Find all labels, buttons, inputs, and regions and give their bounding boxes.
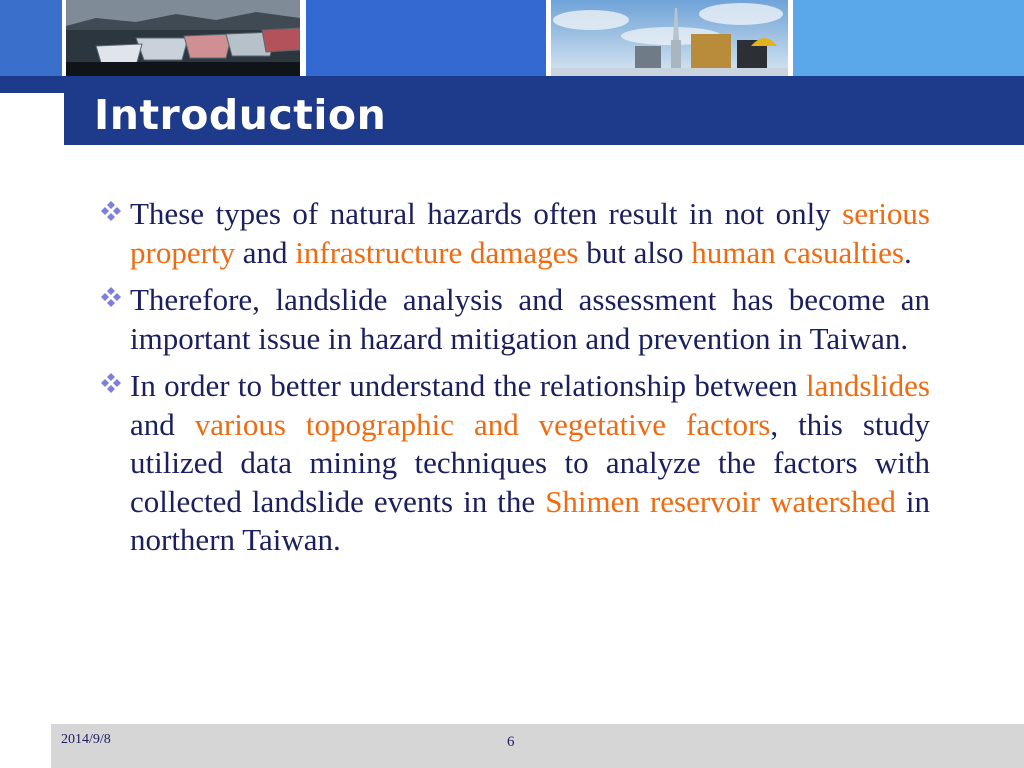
- bullet-3-highlight: various topographic and vegetative factors: [194, 406, 771, 442]
- bullet-1-highlight: human casualties: [691, 234, 904, 270]
- header-blue-block-right: [793, 0, 1024, 76]
- header-blue-block-left: [0, 0, 62, 76]
- boats-photo: [66, 0, 300, 76]
- bullet-list: [94, 195, 930, 569]
- four-diamond-bullet-icon: [94, 281, 128, 319]
- bullet-item: [94, 367, 930, 560]
- bullet-item: [94, 195, 930, 272]
- page-number: 6: [507, 734, 515, 750]
- city-skyline-photo: [551, 0, 788, 76]
- bullet-1-highlight: serious property: [130, 196, 930, 270]
- bullet-3-segment: in northern Taiwan.: [130, 483, 930, 557]
- bullet-3-highlight: landslides: [806, 368, 930, 403]
- bullet-1-segment: These types of natural hazards often result in not only: [130, 196, 843, 231]
- header-blue-block-middle: [306, 0, 546, 76]
- footer-date: 2014/9/8: [61, 732, 111, 747]
- bullet-3-segment: In order to better understand the relationship between: [130, 368, 806, 403]
- bullet-3-segment: , this study utilized data mining techniques to analyze the factors with collected landslide events in the: [130, 406, 930, 519]
- bullet-3-segment: and: [130, 406, 195, 442]
- bullet-1-segment: but also: [578, 234, 692, 270]
- slide-title: Introduction: [94, 91, 387, 139]
- bullet-item: [94, 281, 930, 358]
- four-diamond-bullet-icon: [94, 195, 128, 233]
- bullet-1-segment: and: [235, 234, 296, 270]
- bullet-1-segment: .: [903, 234, 912, 270]
- bullet-1-highlight: infrastructure damages: [295, 234, 579, 270]
- bullet-2-segment: Therefore, landslide analysis and assessment has become an important issue in hazard mitigation and prevention in Taiwan.: [130, 282, 930, 356]
- four-diamond-bullet-icon: [94, 367, 128, 405]
- slide-footer: [51, 724, 1024, 768]
- bullet-3-highlight: Shimen reservoir watershed: [545, 483, 896, 519]
